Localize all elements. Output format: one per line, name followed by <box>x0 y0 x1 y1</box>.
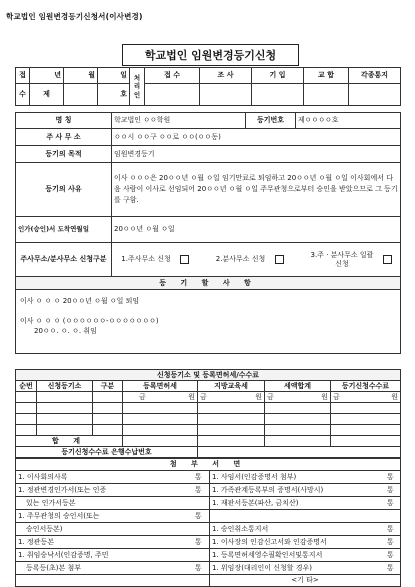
fees-cell[interactable] <box>16 403 37 414</box>
matters-line-1: 이사 ㅇ ㅇ ㅇ 20ㅇㅇ년 ㅇ월 ㅇ일 퇴임 <box>20 297 140 305</box>
matters-header: 등 기 할 사 항 <box>16 277 401 290</box>
receipt-table <box>15 67 401 106</box>
reason-label: 등기의 사유 <box>16 163 112 217</box>
receipt-label-su: 수 <box>16 84 30 106</box>
purpose-label: 등기의 목적 <box>16 146 112 163</box>
receipt-year-label: 년 <box>30 68 64 84</box>
division-option-both[interactable] <box>309 251 392 269</box>
name-label: 명 칭 <box>16 113 112 129</box>
receipt-je-label: 제 <box>30 84 64 106</box>
attachment-left-3: 1. 주무관청의 승인서(또는 <box>16 510 188 523</box>
division-branch-checkbox[interactable] <box>275 255 284 264</box>
attachment-right-0: 1. 사임서(인감증명서 첨부) <box>210 471 381 484</box>
division-option-branch-label: 2.분사무소 신청 <box>215 255 266 264</box>
receipt-label-jeop: 접 <box>16 68 30 84</box>
fees-unit-license: 금 원 <box>123 392 198 403</box>
name-value[interactable]: 학교법인 ㅇㅇ학원 <box>112 113 246 129</box>
attachment-left-7: 등록등(초)본 첨부 <box>16 562 188 575</box>
receipt-ho-label: 호 <box>98 84 130 106</box>
entry-stamp-field[interactable] <box>252 84 304 106</box>
division-option-branch[interactable] <box>215 251 284 269</box>
fees-header: 신청등기소 및 등록면허세/수수료 <box>16 370 401 381</box>
col-entry: 기 입 <box>252 68 304 84</box>
fees-unit-edu: 금 원 <box>198 392 265 403</box>
office-value[interactable]: ㅇㅇ시 ㅇㅇ구 ㅇㅇ로 ㅇㅇ(ㅇㅇ동) <box>112 129 401 146</box>
office-label: 주 사 무 소 <box>16 129 112 146</box>
matters-body[interactable] <box>16 290 401 354</box>
attachment-right-3 <box>210 510 381 523</box>
reg-no-value[interactable]: 제ㅇㅇㅇㅇ호 <box>296 113 401 129</box>
fees-col-fee: 등기신청수수료 <box>331 381 401 392</box>
approval-date-label: 인가(승인)서 도착연월일 <box>16 217 112 243</box>
attachment-left-1: 1. 정관변경인가서(또는 인증 <box>16 484 188 497</box>
attachments-header: 첨 부 서 면 <box>16 459 401 471</box>
attachment-left-5: 1. 정관등본 <box>16 536 188 549</box>
attachment-right-4: 1. 승인취소통지서 <box>210 523 381 536</box>
payment-number-field[interactable] <box>198 447 401 458</box>
division-options <box>112 243 401 277</box>
division-main-checkbox[interactable] <box>180 255 189 264</box>
fees-col-license-tax: 등록면허세 <box>123 381 198 392</box>
verify-stamp-field[interactable] <box>304 84 349 106</box>
division-option-main-label: 1.주사무소 신청 <box>121 255 171 264</box>
fees-table <box>15 369 401 458</box>
info-table <box>15 112 401 354</box>
receipt-number-field[interactable] <box>64 84 98 106</box>
receipt-month-label: 월 <box>64 68 98 84</box>
fees-col-no: 순번 <box>16 381 37 392</box>
fees-col-type: 구분 <box>93 381 123 392</box>
attachment-right-2: 1. 재판서등본(파산, 금치산) <box>210 497 381 510</box>
form-title: 학교법인 임원변경등기신청 <box>122 44 299 66</box>
division-option-both-label: 3.주 · 분사무소 일괄신청 <box>310 250 374 268</box>
attachment-right-1: 1. 가족관계등록부의 증명서(사망시) <box>210 484 381 497</box>
payment-number-label: 등기신청수수료 은행수납번호 <box>16 447 198 458</box>
fees-unit-fee: 금 원 <box>331 392 401 403</box>
division-label: 주사무소/분사무소 신청구분 <box>16 243 112 277</box>
receipt-day-label: 일 <box>98 68 130 84</box>
division-option-main[interactable] <box>120 251 189 269</box>
matters-line-2: 이사 ㅇ ㅇ ㅇ (ㅇㅇㅇㅇㅇㅇ-ㅇㅇㅇㅇㅇㅇㅇ) <box>20 316 159 325</box>
fees-col-total-tax: 세액합계 <box>265 381 331 392</box>
notice-stamp-field[interactable] <box>349 84 401 106</box>
fees-col-edu-tax: 지방교육세 <box>198 381 265 392</box>
attachment-left-0: 1. 이사회의사록 <box>16 471 188 484</box>
fees-total-label: 합 계 <box>16 436 123 447</box>
col-verify: 교 합 <box>304 68 349 84</box>
attachment-left-4: 승인서등본) <box>16 523 188 536</box>
processor-label: 처 리 인 <box>130 68 145 106</box>
approval-date-value[interactable]: 20ㅇㅇ년 ㅇ월 ㅇ일 <box>112 217 401 243</box>
attachment-right-7: 1. 위임장(대리인이 신청할 경우) <box>210 562 381 575</box>
attachment-right-6: 1. 등록면허세영수필확인서및통지서 <box>210 549 381 562</box>
fees-col-office: 신청등기소 <box>37 381 93 392</box>
attachment-left-6: 1. 취임승낙서(인감증명, 주민 <box>16 549 188 562</box>
document-heading: 학교법인 임원변경등기신청서(이사변경) <box>6 12 143 21</box>
attachments-table: 첨 부 서 면 1. 이사회의사록 통 1. 사임서(인감증명서 첨부) 통 1. 정관변경인가서(또는 인증 통 1. 가족관계등록부의 증명서(사망시) 통 있는 인가서등본 1. 재판서등본(파산, 금치산) 통 1. 주무관청의 승인서(또는 통 승인서등본) 1. 승인취소통지서 통 1. 정관등본 통 1. 이사장의 인감신고서와 인감증명서 통 1. 취임승낙서(인감증명, 주민 1. 등록면허세영수필확인서및통지서 통 등록등(초)본 첨부 통 1. 위임장(대리인이 신청할 경우) 통 <기 타> <box>15 458 401 587</box>
col-notice: 각종통지 <box>349 68 401 84</box>
attachment-left-2: 있는 인가서등본 <box>16 497 188 510</box>
division-both-checkbox[interactable] <box>383 255 392 264</box>
purpose-value[interactable]: 임원변경등기 <box>112 146 401 163</box>
matters-line-3: 20ㅇㅇ. ㅇ. ㅇ. 취임 <box>34 327 97 335</box>
reason-value[interactable]: 이사 ㅇㅇㅇ은 20ㅇㅇ년 ㅇ월 ㅇ일 임기만료로 퇴임하고 20ㅇㅇ년 ㅇ월 ㅇ일 이사회에서 다음 사람이 이사로 선임되어 20ㅇㅇ년 ㅇ월 ㅇ일 주무관청으로부터 승인을 받았으므로 그 등기를 구함. <box>112 163 401 217</box>
fees-unit-total: 금 원 <box>265 392 331 403</box>
reg-no-label: 등기번호 <box>246 113 296 129</box>
col-review: 조 사 <box>200 68 252 84</box>
attachments-other: <기 타> <box>210 575 401 587</box>
review-stamp-field[interactable] <box>200 84 252 106</box>
attachment-right-5: 1. 이사장의 인감신고서와 인감증명서 <box>210 536 381 549</box>
receipt-stamp-field[interactable] <box>145 84 200 106</box>
col-receipt: 접 수 <box>145 68 200 84</box>
